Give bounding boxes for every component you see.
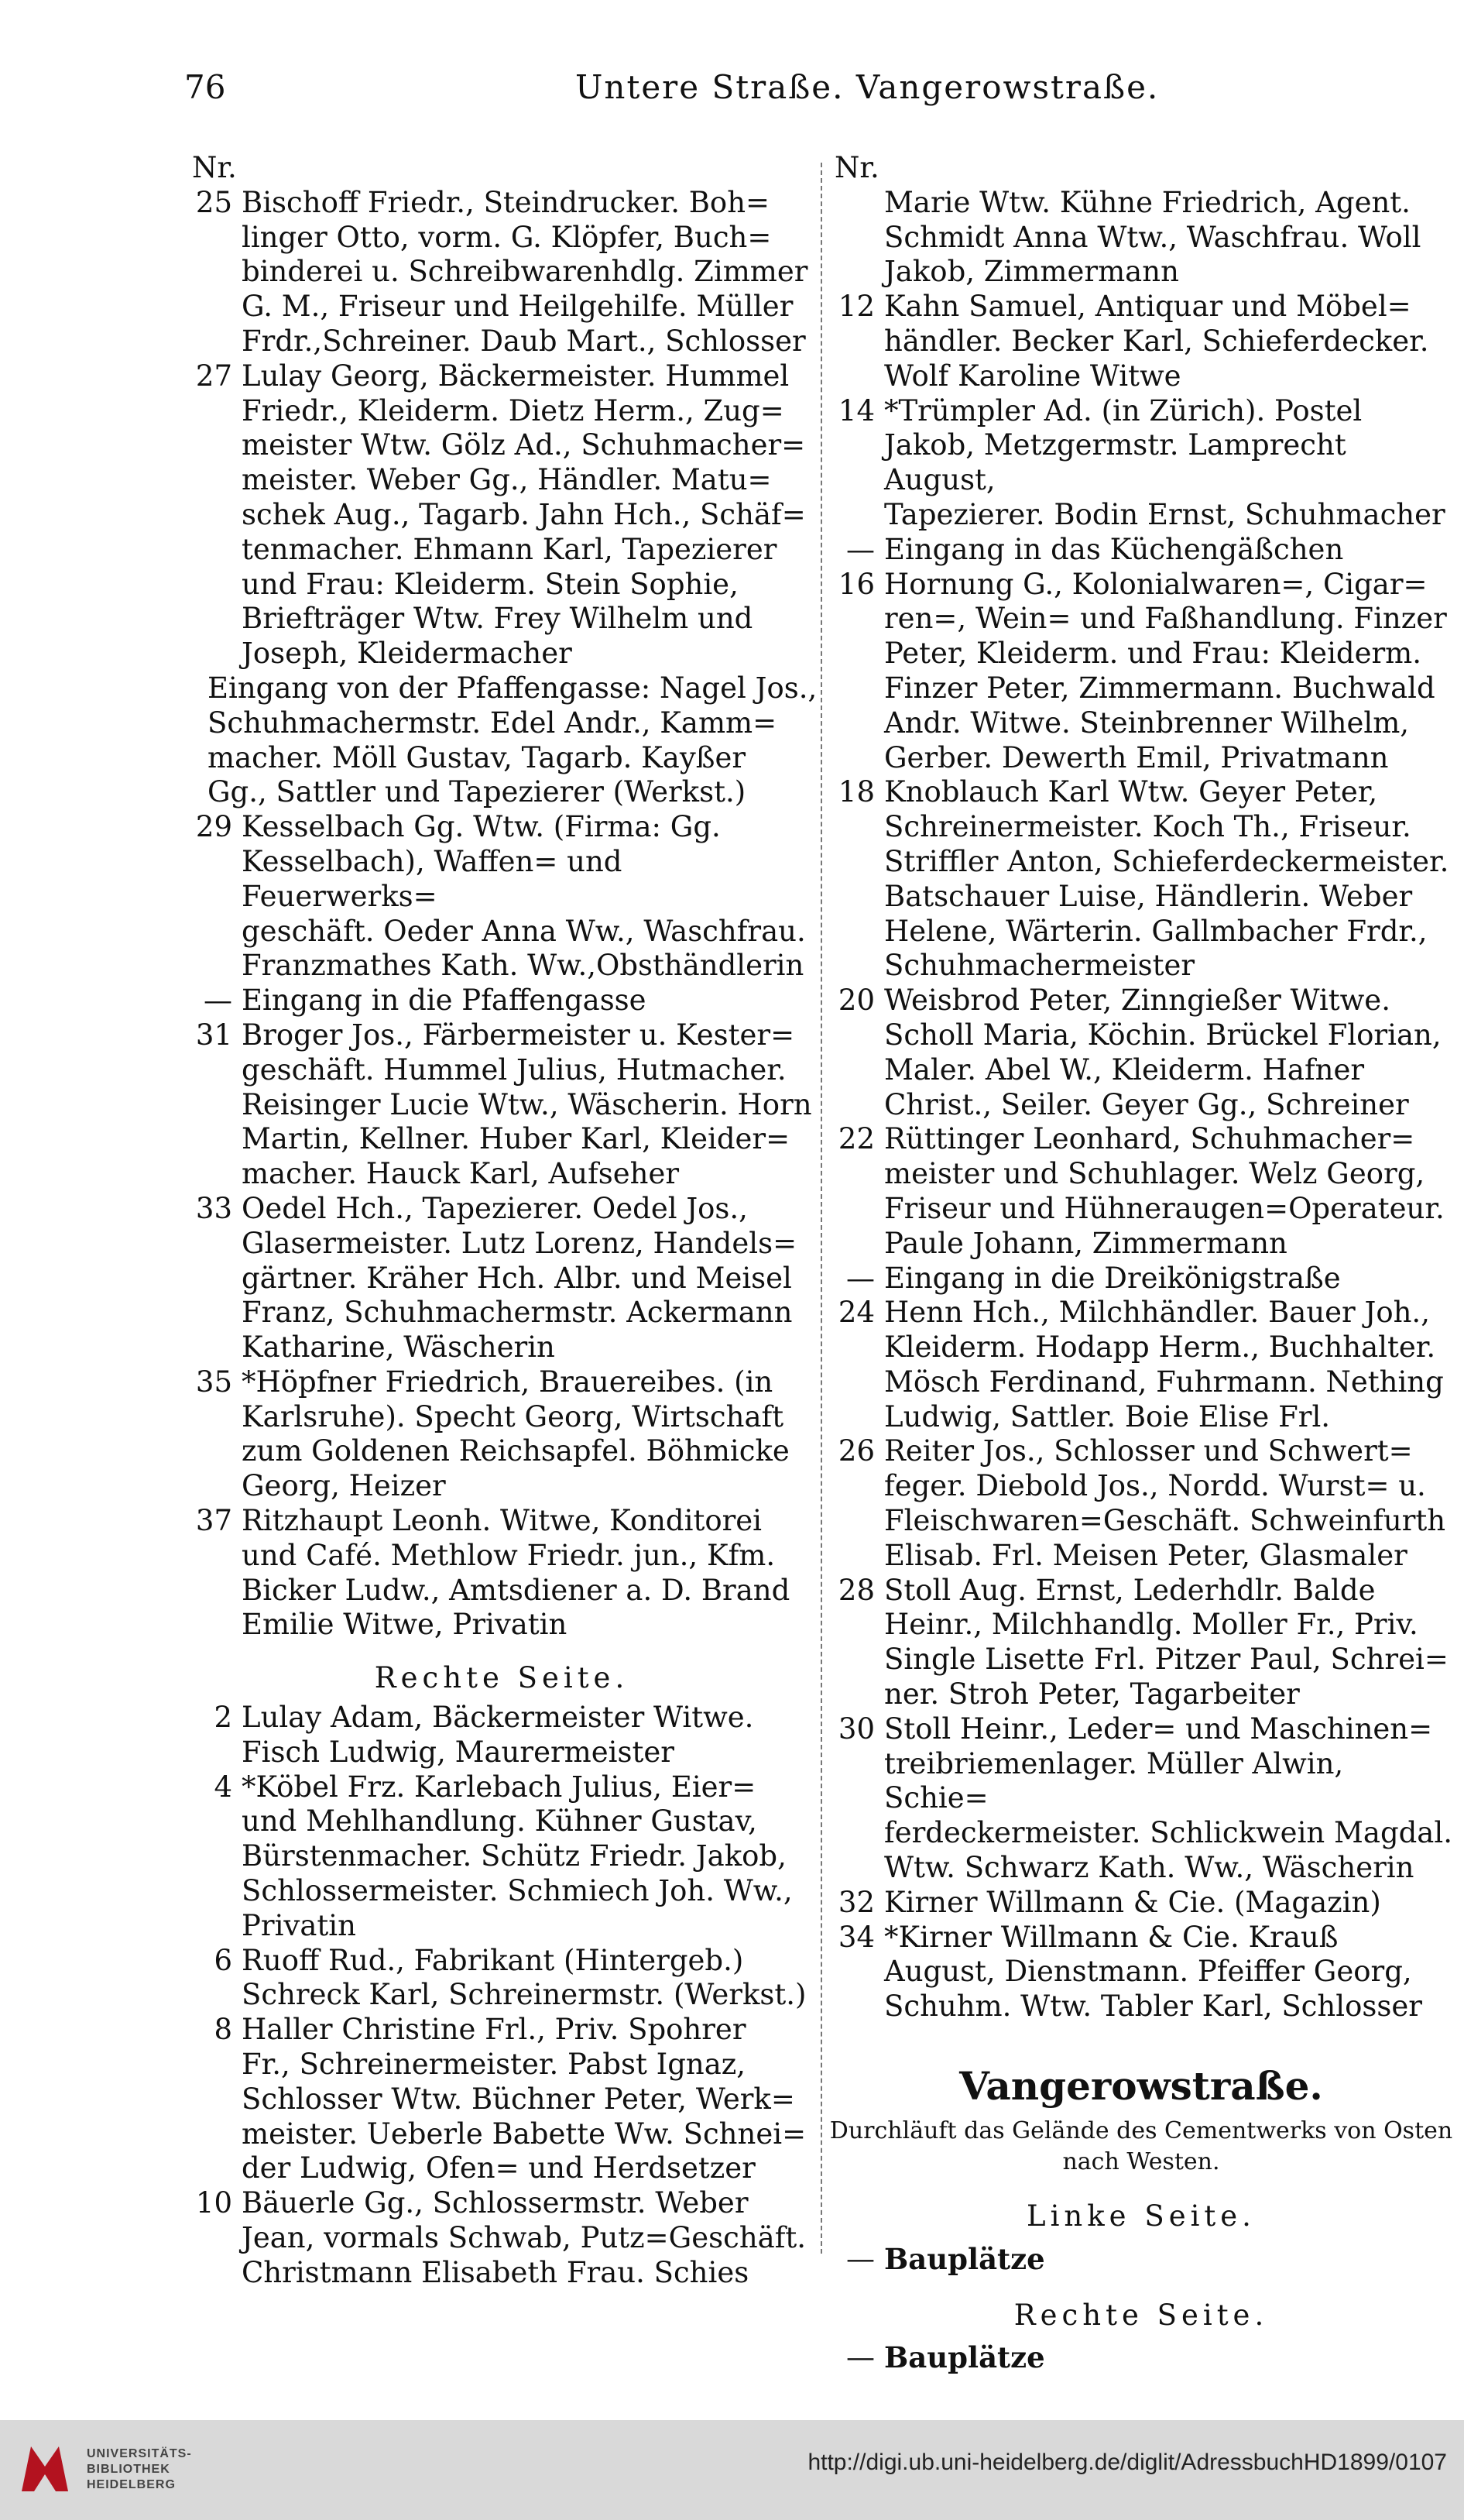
list-item bbox=[827, 2340, 1455, 2375]
street-description: Durchläuft das Gelände des Cementwerks von Osten nach Westen. bbox=[829, 2117, 1453, 2176]
house-number: 25 bbox=[195, 185, 232, 219]
entry-text: Rüttinger Leonhard, Schuhmacher= meister und Schuhlager. Welz Georg, Friseur und Hühneraugen=Operateur. Paule Johann, Zimmermann bbox=[884, 1122, 1445, 1260]
house-number: 26 bbox=[838, 1434, 875, 1468]
logo-line: BIBLIOTHEK bbox=[87, 2463, 170, 2476]
house-number: — bbox=[204, 984, 232, 1018]
list-item bbox=[184, 1944, 819, 2014]
logo-line: HEIDELBERG bbox=[87, 2478, 176, 2491]
house-number: 18 bbox=[838, 775, 875, 809]
house-number: 33 bbox=[195, 1191, 232, 1225]
list-item bbox=[827, 775, 1455, 984]
house-number: — bbox=[846, 1261, 875, 1295]
list-item bbox=[184, 1770, 819, 1944]
section-heading: Linke Seite. bbox=[1027, 2199, 1256, 2233]
house-number: 30 bbox=[838, 1711, 875, 1746]
list-item bbox=[827, 1712, 1455, 1886]
house-number: 29 bbox=[195, 810, 232, 844]
footer-bar bbox=[0, 2420, 1464, 2520]
list-item bbox=[827, 394, 1455, 533]
entry-text: Bauplätze bbox=[884, 2340, 1045, 2375]
house-number: 24 bbox=[838, 1296, 875, 1330]
house-number: 34 bbox=[838, 1920, 875, 1954]
list-item bbox=[184, 2186, 819, 2290]
nr-label: Nr. bbox=[192, 151, 237, 184]
house-number: — bbox=[846, 2241, 875, 2275]
entrance-note: Eingang von der Pfaffengasse: Nagel Jos., Schuhmachermstr. Edel Andr., Kamm= macher. Möll Gustav, Tagarb. Kayßer Gg., Sattler und Tapezierer (Werkst.) bbox=[207, 671, 818, 809]
entry-text: Eingang in die Pfaffengasse bbox=[242, 984, 646, 1018]
entry-text: Reiter Jos., Schlosser und Schwert= feger. Diebold Jos., Nordd. Wurst= u. Fleischwaren=Geschäft. Schweinfurth Elisab. Frl. Meisen Peter, Glasmaler bbox=[884, 1434, 1446, 1572]
house-number: 16 bbox=[838, 567, 875, 601]
entry-text: Lulay Adam, Bäckermeister Witwe. Fisch Ludwig, Maurermeister bbox=[242, 1701, 754, 1769]
entry-list bbox=[184, 1701, 819, 2291]
list-item bbox=[827, 1921, 1455, 2024]
right-column bbox=[827, 151, 1455, 2375]
house-number: 32 bbox=[838, 1885, 875, 1919]
list-item bbox=[184, 984, 819, 1018]
house-number: 6 bbox=[214, 1943, 232, 1977]
nr-label: Nr. bbox=[835, 151, 879, 184]
column-divider bbox=[821, 163, 822, 2254]
house-number: — bbox=[846, 2340, 875, 2374]
house-number: 8 bbox=[214, 2013, 232, 2047]
entry-text: *Kirner Willmann & Cie. Krauß August, Dienstmann. Pfeiffer Georg, Schuhm. Wtw. Tabler Karl, Schlosser bbox=[884, 1920, 1422, 2024]
entry-text: Kesselbach Gg. Wtw. (Firma: Gg. Kesselbach), Waffen= und Feuerwerks= geschäft. Oeder Anna Ww., Waschfrau. Franzmathes Kath. Ww.,Obsthändlerin bbox=[242, 810, 806, 983]
house-number: 28 bbox=[838, 1573, 875, 1607]
entry-list bbox=[184, 186, 819, 671]
house-number: 20 bbox=[838, 984, 875, 1018]
list-item bbox=[184, 1018, 819, 1192]
library-logo-text bbox=[87, 2446, 192, 2493]
entry-text: Ruoff Rud., Fabrikant (Hintergeb.) Schreck Karl, Schreinermstr. (Werkst.) bbox=[242, 1943, 807, 2012]
continuation-text: Marie Wtw. Kühne Friedrich, Agent. Schmidt Anna Wtw., Waschfrau. Woll Jakob, Zimmermann bbox=[884, 185, 1421, 289]
house-number: 14 bbox=[838, 393, 875, 427]
house-number: — bbox=[846, 532, 875, 566]
list-item bbox=[827, 1296, 1455, 1434]
entry-text: Haller Christine Frl., Priv. Spohrer Fr., Schreinermeister. Pabst Ignaz, Schlosser Wtw. Büchner Peter, Werk= meister. Ueberle Babette Ww. Schnei= der Ludwig, Ofen= und Herdsetzer bbox=[242, 2013, 807, 2185]
entry-text: Stoll Heinr., Leder= und Maschinen= treibriemenlager. Müller Alwin, Schie= ferdeckermeister. Schlickwein Magdal. Wtw. Schwarz Kath. Ww., Wäscherin bbox=[884, 1711, 1452, 1885]
list-item bbox=[184, 2013, 819, 2186]
entry-text: Bischoff Friedr., Steindrucker. Boh= linger Otto, vorm. G. Klöpfer, Buch= binderei u. Schreibwarenhdlg. Zimmer G. M., Friseur und Heilgehilfe. Müller Frdr.,Schreiner. Daub Mart., Schlosser bbox=[242, 185, 808, 358]
list-item bbox=[184, 359, 819, 671]
entry-list bbox=[184, 810, 819, 1643]
entry-text: Eingang in die Dreikönigstraße bbox=[884, 1261, 1341, 1295]
list-item bbox=[184, 810, 819, 984]
list-item bbox=[827, 568, 1455, 776]
section-heading: Rechte Seite. bbox=[374, 1661, 629, 1695]
logo-line: UNIVERSITÄTS- bbox=[87, 2447, 192, 2460]
list-item bbox=[827, 1262, 1455, 1296]
entry-text: Knoblauch Karl Wtw. Geyer Peter, Schreinermeister. Koch Th., Friseur. Striffler Anton, Schieferdeckermeister. Batschauer Luise, Händlerin. Weber Helene, Wärterin. Gallmbacher Frdr., Schuhmachermeister bbox=[884, 775, 1449, 983]
section-heading: Rechte Seite. bbox=[1013, 2298, 1269, 2332]
entry-text: Hornung G., Kolonialwaren=, Cigar= ren=, Wein= und Faßhandlung. Finzer Peter, Kleiderm. und Frau: Kleiderm. Finzer Peter, Zimmermann. Buchwald Andr. Witwe. Steinbrenner Wilhelm, Gerber. Dewerth Emil, Privatmann bbox=[884, 567, 1447, 774]
house-number: 10 bbox=[195, 2186, 232, 2220]
list-item bbox=[827, 1886, 1455, 1921]
entry-text: Broger Jos., Färbermeister u. Kester= geschäft. Hummel Julius, Hutmacher. Reisinger Lucie Wtw., Wäscherin. Horn Martin, Kellner. Huber Karl, Kleider= macher. Hauck Karl, Aufseher bbox=[242, 1018, 812, 1191]
entry-list bbox=[827, 290, 1455, 2024]
list-item bbox=[827, 1574, 1455, 1712]
entry-text: *Trümpler Ad. (in Zürich). Postel Jakob, Metzgermstr. Lamprecht August, Tapezierer. Bodin Ernst, Schuhmacher bbox=[884, 393, 1445, 531]
page-number: 76 bbox=[184, 68, 226, 106]
university-seal-icon bbox=[14, 2437, 76, 2499]
running-title: Untere Straße. Vangerowstraße. bbox=[575, 68, 1160, 106]
list-item bbox=[827, 1434, 1455, 1573]
left-column bbox=[184, 151, 819, 2291]
list-item bbox=[184, 186, 819, 359]
entry-text: Ritzhaupt Leonh. Witwe, Konditorei und Café. Methlow Friedr. jun., Kfm. Bicker Ludw., Amtsdiener a. D. Brand Emilie Witwe, Privatin bbox=[242, 1504, 790, 1642]
house-number: 37 bbox=[195, 1504, 232, 1538]
list-item bbox=[827, 984, 1455, 1122]
house-number: 12 bbox=[838, 290, 875, 324]
entry-text: Stoll Aug. Ernst, Lederhdlr. Balde Heinr., Milchhandlg. Moller Fr., Priv. Single Lisette Frl. Pitzer Paul, Schrei= ner. Stroh Peter, Tagarbeiter bbox=[884, 1573, 1449, 1711]
source-url-link[interactable]: http://digi.ub.uni-heidelberg.de/diglit/AdressbuchHD1899/0107 bbox=[807, 2450, 1447, 2475]
entry-text: Lulay Georg, Bäckermeister. Hummel Friedr., Kleiderm. Dietz Herm., Zug= meister Wtw. Gölz Ad., Schuhmacher= meister. Weber Gg., Händler. Matu= schek Aug., Tagarb. Jahn Hch., Schäf= tenmacher. Ehmann Karl, Tapezierer und Frau: Kleiderm. Stein Sophie, Briefträger Wtw. Frey Wilhelm und Joseph, Kleidermacher bbox=[242, 359, 806, 671]
list-item bbox=[184, 1504, 819, 1643]
entry-text: Bäuerle Gg., Schlossermstr. Weber Jean, vormals Schwab, Putz=Geschäft. Christmann Elisabeth Frau. Schies bbox=[242, 2186, 807, 2289]
list-item bbox=[184, 1701, 819, 1770]
entry-text: Oedel Hch., Tapezierer. Oedel Jos., Glasermeister. Lutz Lorenz, Handels= gärtner. Kräher Hch. Albr. und Meisel Franz, Schuhmachermstr. Ackermann Katharine, Wäscherin bbox=[242, 1191, 797, 1365]
house-number: 2 bbox=[214, 1701, 232, 1735]
list-item bbox=[827, 290, 1455, 393]
list-item bbox=[827, 2242, 1455, 2277]
house-number: 31 bbox=[195, 1018, 232, 1052]
list-item bbox=[184, 1365, 819, 1504]
entry-text: Eingang in das Küchengäßchen bbox=[884, 532, 1344, 566]
list-item bbox=[184, 1192, 819, 1365]
list-item bbox=[827, 533, 1455, 568]
entry-text: Kirner Willmann & Cie. (Magazin) bbox=[884, 1885, 1381, 1919]
list-item bbox=[827, 1122, 1455, 1261]
entry-text: *Köbel Frz. Karlebach Julius, Eier= und Mehlhandlung. Kühner Gustav, Bürstenmacher. Schütz Friedr. Jakob, Schlossermeister. Schmiech Joh. Ww., Privatin bbox=[242, 1770, 793, 1942]
page-header bbox=[184, 68, 1454, 115]
entry-text: Kahn Samuel, Antiquar und Möbel= händler. Becker Karl, Schieferdecker. Wolf Karoline Witwe bbox=[884, 290, 1429, 393]
house-number: 4 bbox=[214, 1770, 232, 1804]
entry-text: *Höpfner Friedrich, Brauereibes. (in Karlsruhe). Specht Georg, Wirtschaft zum Goldenen Reichsapfel. Böhmicke Georg, Heizer bbox=[242, 1365, 790, 1503]
house-number: 27 bbox=[195, 359, 232, 393]
entry-text: Bauplätze bbox=[884, 2241, 1045, 2276]
street-title: Vangerowstraße. bbox=[959, 2063, 1323, 2110]
house-number: 35 bbox=[195, 1365, 232, 1399]
house-number: 22 bbox=[838, 1122, 875, 1156]
entry-text: Weisbrod Peter, Zinngießer Witwe. Scholl Maria, Köchin. Brückel Florian, Maler. Abel W., Kleiderm. Hafner Christ., Seiler. Geyer Gg., Schreiner bbox=[884, 984, 1442, 1121]
entry-text: Henn Hch., Milchhändler. Bauer Joh., Kleiderm. Hodapp Herm., Buchhalter. Mösch Ferdinand, Fuhrmann. Nething Ludwig, Sattler. Boie Elise Frl. bbox=[884, 1296, 1444, 1433]
